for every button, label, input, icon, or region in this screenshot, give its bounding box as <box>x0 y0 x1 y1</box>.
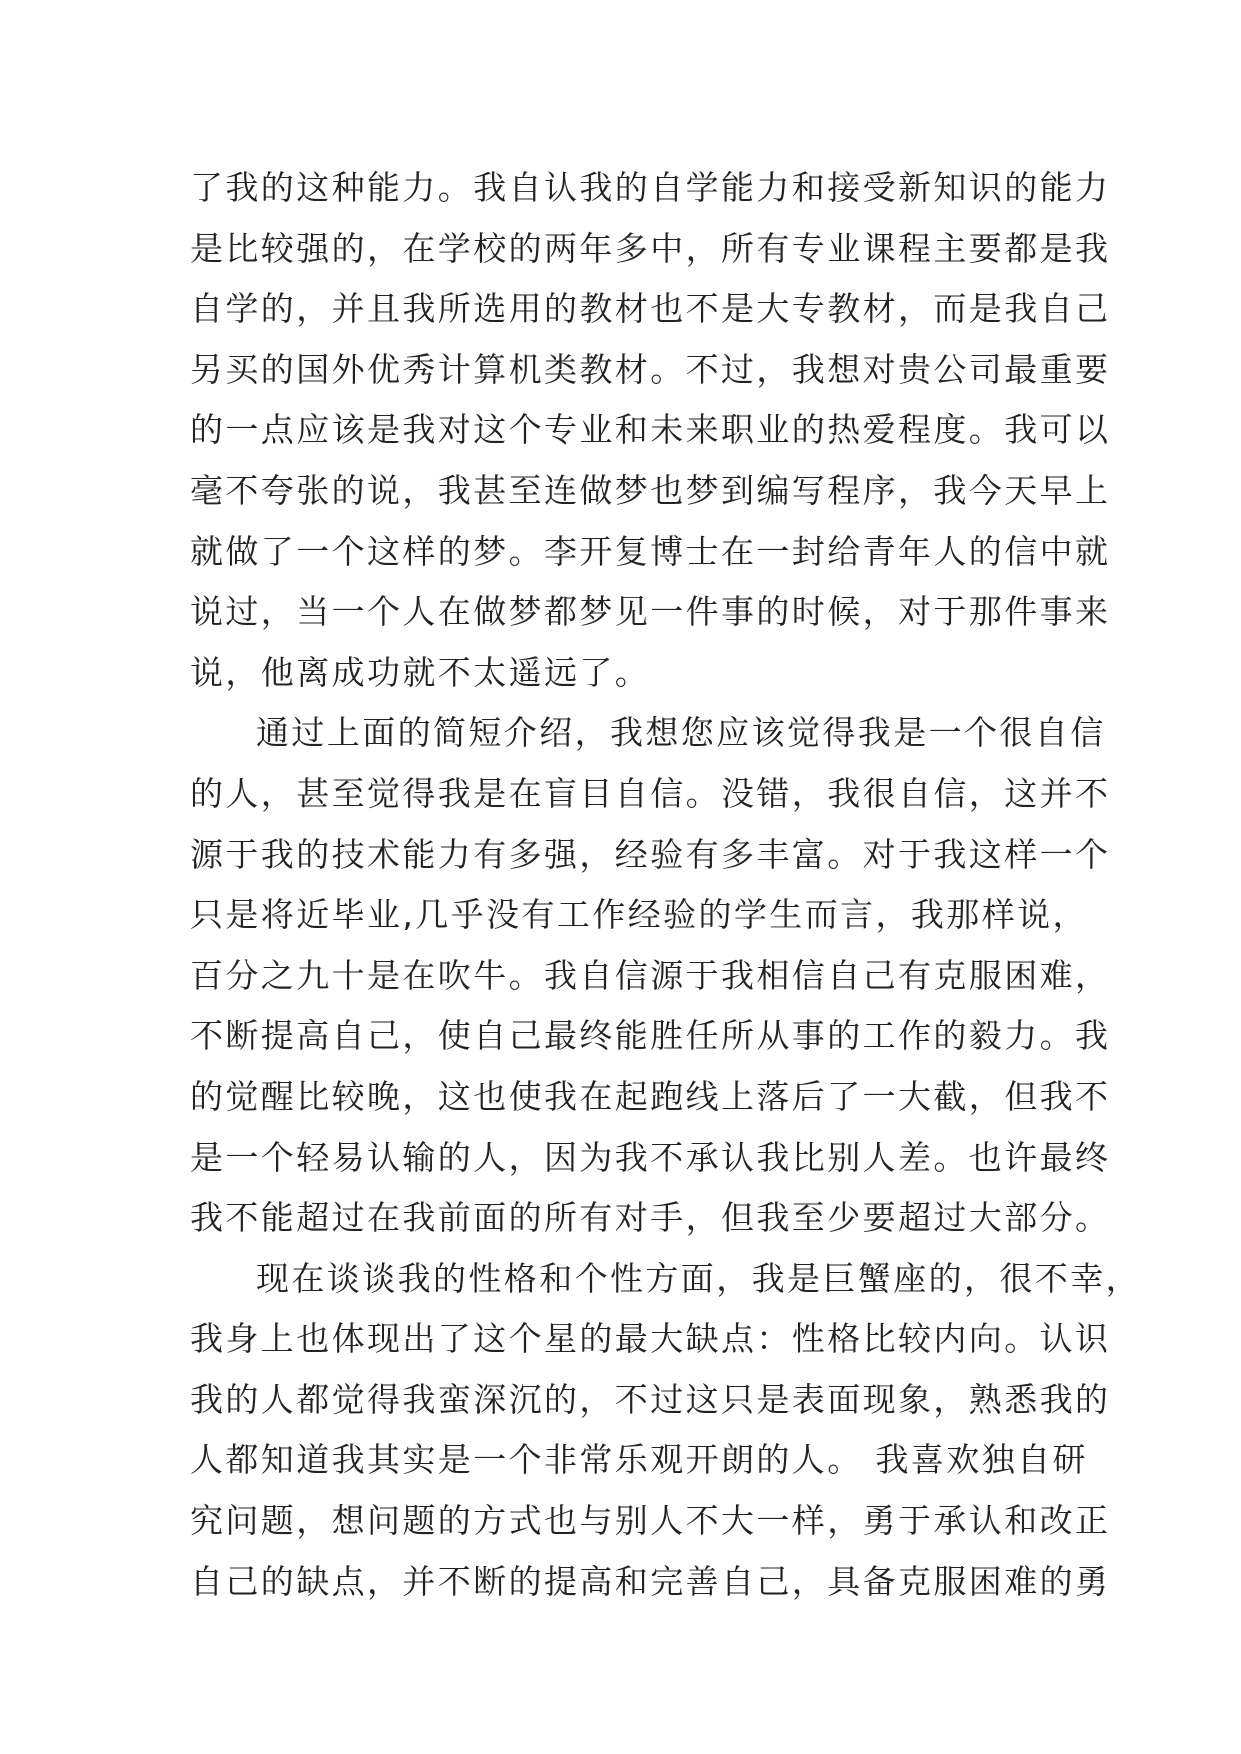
text-line: 自己的缺点，并不断的提高和完善自己，具备克服困难的勇 <box>190 1561 1111 1601</box>
text-line: 人都知道我其实是一个非常乐观开朗的人。 我喜欢独自研 <box>190 1440 1088 1480</box>
text-line: 不断提高自己，使自己最终能胜任所从事的工作的毅力。我 <box>190 1016 1111 1056</box>
text-line: 说过，当一个人在做梦都梦见一件事的时候，对于那件事来 <box>190 592 1111 632</box>
text-line: 只是将近毕业,几乎没有工作经验的学生而言，我那样说， <box>190 895 1088 935</box>
text-line: 源于我的技术能力有多强，经验有多丰富。对于我这样一个 <box>190 834 1111 874</box>
text-line: 我不能超过在我前面的所有对手，但我至少要超过大部分。 <box>190 1198 1111 1238</box>
text-line: 我的人都觉得我蛮深沉的，不过这只是表面现象，熟悉我的 <box>190 1379 1111 1419</box>
text-line: 我身上也体现出了这个星的最大缺点：性格比较内向。认识 <box>190 1319 1111 1359</box>
text-line: 自学的，并且我所选用的教材也不是大专教材，而是我自己 <box>190 289 1111 329</box>
text-line: 就做了一个这样的梦。李开复博士在一封给青年人的信中就 <box>190 531 1111 571</box>
text-line: 的一点应该是我对这个专业和未来职业的热爱程度。我可以 <box>190 410 1111 450</box>
text-line: 的觉醒比较晚，这也使我在起跑线上落后了一大截，但我不 <box>190 1076 1111 1116</box>
text-line: 毫不夸张的说，我甚至连做梦也梦到编写程序，我今天早上 <box>190 470 1111 510</box>
text-line: 说，他离成功就不太遥远了。 <box>190 652 651 692</box>
text-line: 究问题，想问题的方式也与别人不大一样，勇于承认和改正 <box>190 1501 1111 1541</box>
text-line: 了我的这种能力。我自认我的自学能力和接受新知识的能力 <box>190 168 1111 207</box>
text-line: 是比较强的，在学校的两年多中，所有专业课程主要都是我 <box>190 228 1111 268</box>
paragraph-start-line: 现在谈谈我的性格和个性方面，我是巨蟹座的，很不幸， <box>256 1258 1141 1298</box>
text-line: 的人，甚至觉得我是在盲目自信。没错，我很自信，这并不 <box>190 773 1111 813</box>
body-text <box>190 158 1141 1612</box>
text-line: 百分之九十是在吹牛。我自信源于我相信自己有克服困难， <box>190 955 1111 995</box>
text-line: 是一个轻易认输的人，因为我不承认我比别人差。也许最终 <box>190 1137 1111 1177</box>
paragraph-start-line: 通过上面的简短介绍，我想您应该觉得我是一个很自信 <box>256 713 1106 753</box>
text-line: 另买的国外优秀计算机类教材。不过，我想对贵公司最重要 <box>190 349 1111 389</box>
